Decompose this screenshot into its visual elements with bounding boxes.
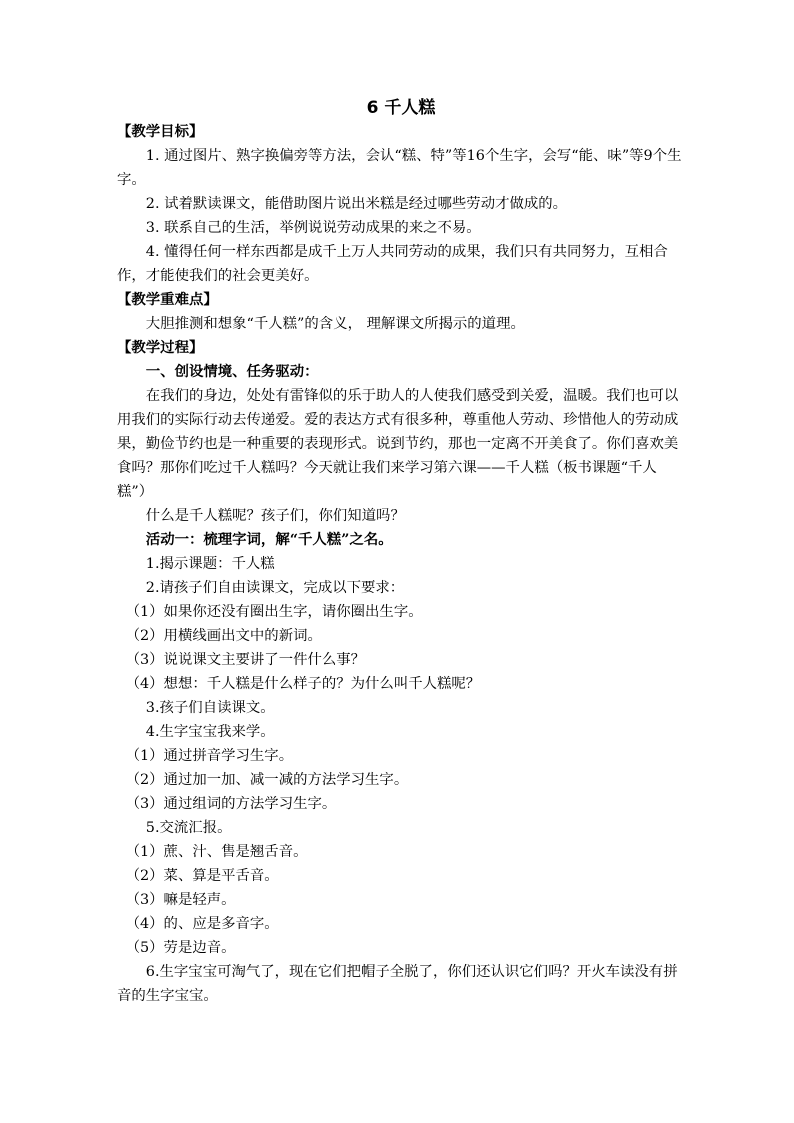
- list-item: 2.请孩子们自由读课文，完成以下要求：: [145, 580, 405, 596]
- section-heading-process: 【教学过程】: [117, 339, 204, 356]
- step-heading: 一、创设情境、任务驱动：: [145, 363, 319, 380]
- key-points-text: 大胆推测和想象“千人糕”的含义， 理解课文所揭示的道理。: [145, 316, 525, 332]
- closing-paragraph: 6.生字宝宝可淘气了，现在它们把帽子全脱了，你们还认识它们吗？开火车读没有拼音的生字宝宝。: [117, 964, 678, 1004]
- list-item: 5.交流汇报。: [145, 820, 232, 836]
- document-page: [117, 96, 685, 1008]
- list-item: 3.孩子们自读课文。: [145, 700, 275, 716]
- goal-item: 1. 通过图片、熟字换偏旁等方法，会认“糕、特”等16个生字，会写“能、味”等9个生字。: [117, 148, 682, 188]
- question-paragraph: 什么是千人糕呢？孩子们，你们知道吗？: [145, 508, 405, 524]
- list-item: （1）如果你还没有圈出生字，请你圈出生字。: [125, 604, 423, 620]
- list-item: （1）通过拼音学习生字。: [125, 748, 294, 764]
- list-item: （2）用横线画出文中的新词。: [125, 628, 322, 644]
- goal-item: 3. 联系自己的生活，举例说说劳动成果的来之不易。: [145, 220, 481, 236]
- section-heading-goals: 【教学目标】: [117, 123, 204, 140]
- list-item: （3）说说课文主要讲了一件什么事？: [125, 652, 366, 668]
- list-item: （2）菜、算是平舌音。: [125, 868, 279, 884]
- document-title: 6 千人糕: [366, 98, 436, 118]
- list-item: 1.揭示课题：千人糕: [145, 556, 275, 572]
- list-item: （5）劳是边音。: [125, 940, 236, 956]
- intro-paragraph: 在我们的身边，处处有雷锋似的乐于助人的人使我们感受到关爱，温暖。我们也可以用我们的实际行动去传递爱。爱的表达方式有很多种，尊重他人劳动、珍惜他人的劳动成果，勤俭节约也是一种重要的表现形式。说到节约，那也一定离不开美食了。你们喜欢美食吗？那你们吃过千人糕吗？今天就让我们来学习第六课——千人糕（板书课题“千人糕”）: [117, 388, 679, 500]
- list-item: （1）蔗、汁、售是翘舌音。: [125, 844, 308, 860]
- list-item: （3）嘛是轻声。: [125, 892, 236, 908]
- section-heading-key-points: 【教学重难点】: [117, 291, 218, 308]
- goal-item: 4. 懂得任何一样东西都是成千上万人共同劳动的成果，我们只有共同努力，互相合作，才能使我们的社会更美好。: [117, 244, 668, 284]
- activity-item-list: [117, 552, 685, 960]
- list-item: （4）想想：千人糕是什么样子的？为什么叫千人糕呢？: [125, 676, 481, 692]
- list-item: （2）通过加一加、减一减的方法学习生字。: [125, 772, 409, 788]
- list-item: （3）通过组词的方法学习生字。: [125, 796, 337, 812]
- goal-item: 2. 试着默读课文，能借助图片说出米糕是经过哪些劳动才做成的。: [145, 196, 568, 212]
- activity-heading: 活动一：梳理字词，解“千人糕”之名。: [145, 531, 393, 548]
- list-item: （4）的、应是多音字。: [125, 916, 279, 932]
- list-item: 4.生字宝宝我来学。: [145, 724, 275, 740]
